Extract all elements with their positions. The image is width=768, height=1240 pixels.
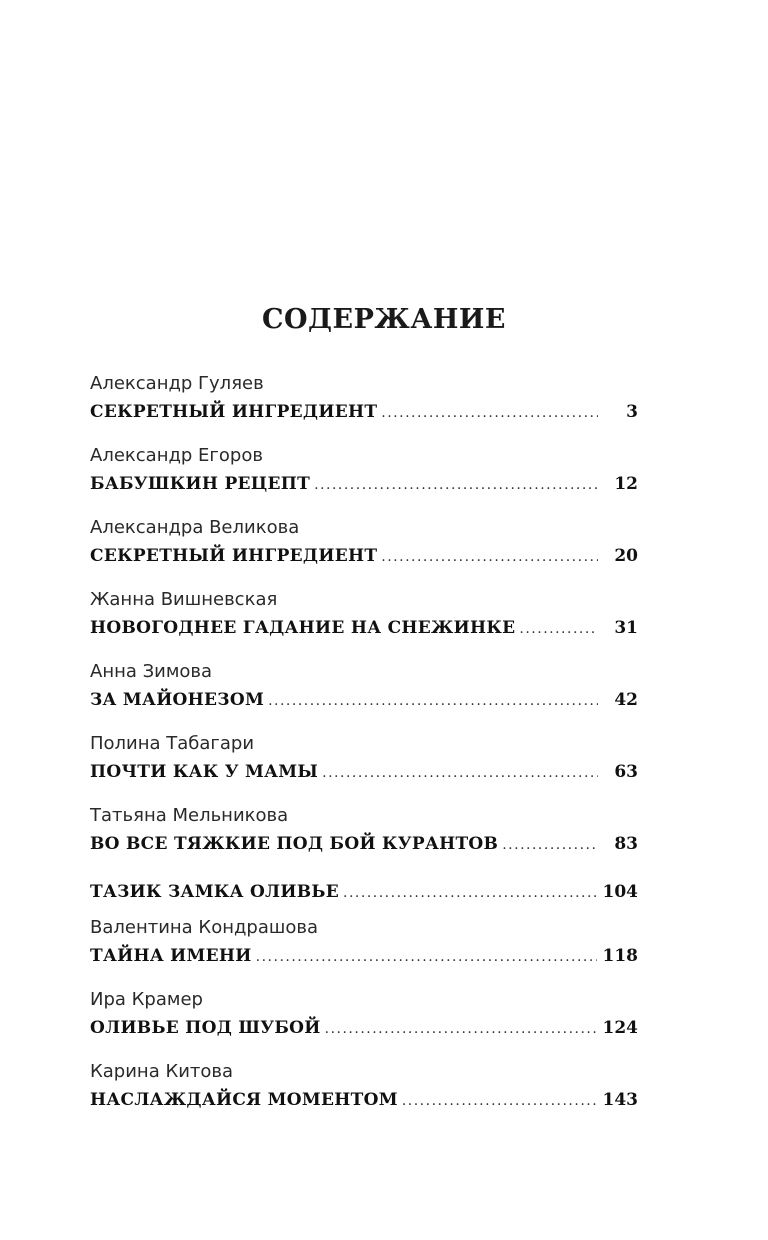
dot-leader [381, 541, 598, 573]
story-line [90, 540, 638, 572]
story-line [90, 828, 638, 860]
story-line [90, 940, 638, 972]
toc-entry[interactable] [90, 1060, 638, 1132]
page-number: 3 [626, 402, 638, 422]
toc-entry[interactable] [90, 660, 638, 732]
entry-author: Жанна Вишневская [90, 589, 278, 610]
dot-leader [502, 829, 598, 861]
toc-entry[interactable] [90, 876, 638, 916]
entry-author: Анна Зимова [90, 661, 213, 682]
toc-entry[interactable] [90, 988, 638, 1060]
entry-author: Валентина Кондрашова [90, 917, 319, 938]
page-number: 118 [602, 946, 638, 966]
toc-entry[interactable] [90, 372, 638, 444]
story-title: СЕКРЕТНЫЙ ИНГРЕДИЕНТ [90, 402, 378, 422]
story-title: ТАЗИК ЗАМКА ОЛИВЬЕ [90, 882, 340, 902]
story-title: НОВОГОДНЕЕ ГАДАНИЕ НА СНЕЖИНКЕ [90, 618, 516, 638]
dot-leader [256, 941, 597, 973]
entry-author: Карина Китова [90, 1061, 234, 1082]
page-number: 42 [614, 690, 638, 710]
entry-author: Полина Табагари [90, 733, 255, 754]
story-title: НАСЛАЖДАЙСЯ МОМЕНТОМ [90, 1090, 398, 1110]
page-number: 143 [602, 1090, 638, 1110]
toc-entry[interactable] [90, 516, 638, 588]
entry-author: Александр Гуляев [90, 373, 264, 394]
entry-author: Татьяна Мельникова [90, 805, 289, 826]
story-line [90, 396, 638, 428]
page-number: 104 [602, 882, 638, 902]
story-line [90, 1012, 638, 1044]
dot-leader [381, 397, 598, 429]
entry-author: Александр Егоров [90, 445, 263, 466]
story-title: СЕКРЕТНЫЙ ИНГРЕДИЕНТ [90, 546, 378, 566]
toc-entry[interactable] [90, 916, 638, 988]
page-number: 124 [602, 1018, 638, 1038]
page-number: 12 [614, 474, 638, 494]
story-title: ВО ВСЕ ТЯЖКИЕ ПОД БОЙ КУРАНТОВ [90, 834, 499, 854]
story-title: ЗА МАЙОНЕЗОМ [90, 690, 265, 710]
story-title: ПОЧТИ КАК У МАМЫ [90, 762, 319, 782]
story-title: ТАЙНА ИМЕНИ [90, 946, 252, 966]
story-title: ОЛИВЬЕ ПОД ШУБОЙ [90, 1018, 321, 1038]
dot-leader [519, 613, 598, 645]
entry-author: Ира Крамер [90, 989, 203, 1010]
story-line [90, 756, 638, 788]
dot-leader [402, 1085, 597, 1117]
dot-leader [268, 685, 598, 717]
dot-leader [325, 1013, 597, 1045]
story-line [90, 1084, 638, 1116]
dot-leader [322, 757, 598, 789]
story-line [90, 612, 638, 644]
page-number: 20 [614, 546, 638, 566]
dot-leader [343, 877, 596, 909]
table-of-contents [90, 372, 638, 1132]
page-title: СОДЕРЖАНИЕ [262, 304, 506, 336]
toc-entry[interactable] [90, 732, 638, 804]
toc-entry[interactable] [90, 588, 638, 660]
page-number: 63 [614, 762, 638, 782]
story-line [90, 468, 638, 500]
story-line [90, 684, 638, 716]
page-number: 31 [614, 618, 638, 638]
dot-leader [314, 469, 598, 501]
toc-entry[interactable] [90, 804, 638, 876]
page-number: 83 [614, 834, 638, 854]
story-title: БАБУШКИН РЕЦЕПТ [90, 474, 311, 494]
toc-entry[interactable] [90, 444, 638, 516]
entry-author: Александра Великова [90, 517, 300, 538]
story-line [90, 876, 638, 908]
